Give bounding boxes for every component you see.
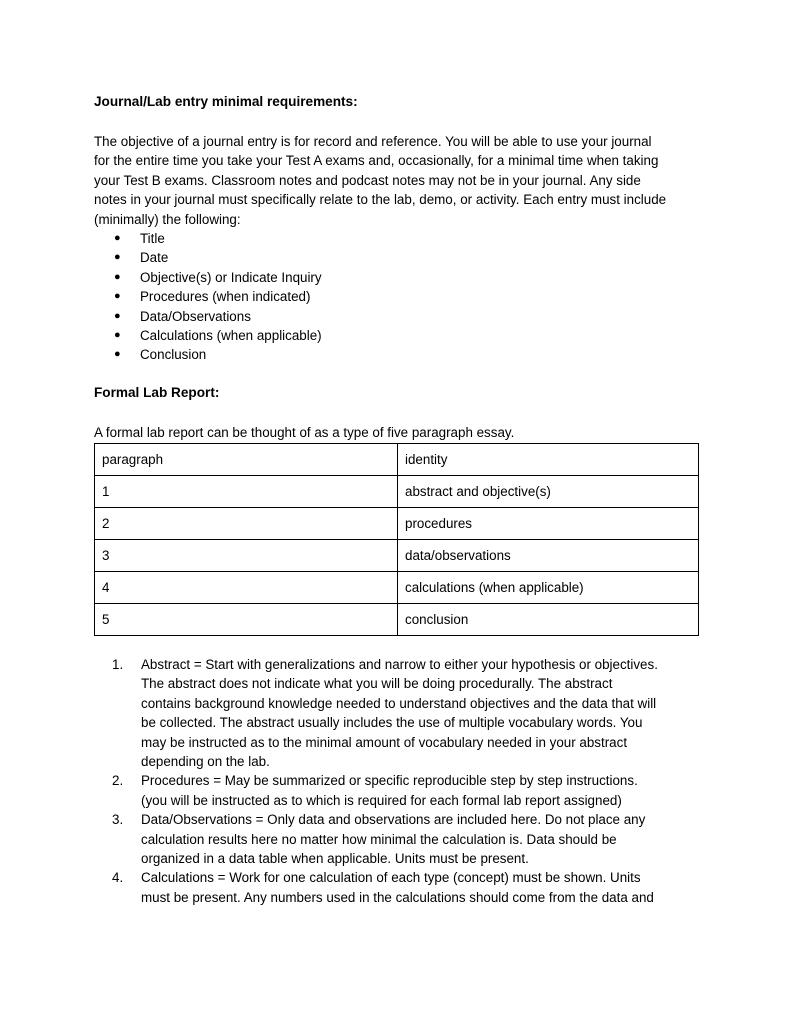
item-line: calculation results here no matter how minimal the calculation is. Data should be	[141, 831, 617, 847]
item-number: 2.	[112, 773, 124, 789]
item-line: The abstract does not indicate what you will be doing procedurally. The abstract	[141, 676, 613, 692]
table-header-cell: identity	[398, 444, 699, 476]
table-row	[95, 604, 699, 636]
numbered-item-abstract	[112, 655, 712, 771]
list-item	[114, 345, 322, 364]
item-number: 1.	[112, 657, 124, 672]
table-cell: procedures	[398, 508, 699, 540]
bullet-icon: ●	[114, 251, 121, 264]
list-item	[114, 326, 322, 345]
table-cell: 2	[95, 508, 398, 540]
item-line: Calculations = Work for one calculation of each type (concept) must be shown. Units	[141, 870, 641, 886]
list-item-text: Objective(s) or Indicate Inquiry	[140, 269, 322, 285]
item-line: contains background knowledge needed to understand objectives and the data that will	[141, 695, 657, 711]
table-cell: conclusion	[398, 604, 699, 636]
numbered-list	[112, 655, 712, 907]
table-cell: 1	[95, 476, 398, 508]
list-item-text: Conclusion	[140, 347, 207, 363]
intro-text: A formal lab report can be thought of as a type of five paragraph essay.	[94, 425, 515, 440]
table-cell: 4	[95, 572, 398, 604]
paragraph-line: (minimally) the following:	[94, 211, 241, 227]
table-cell: 3	[95, 540, 398, 572]
list-item-text: Procedures (when indicated)	[140, 289, 311, 305]
list-item	[114, 229, 322, 248]
journal-heading: Journal/Lab entry minimal requirements:	[94, 94, 358, 109]
numbered-item-procedures	[112, 771, 712, 810]
item-line: be collected. The abstract usually includes the use of multiple vocabulary words. You	[141, 715, 643, 731]
table-row	[95, 540, 699, 572]
table-header-row	[95, 444, 699, 476]
list-item	[114, 287, 322, 306]
list-item	[114, 268, 322, 287]
table-cell: 5	[95, 604, 398, 636]
table-header-cell: paragraph	[95, 444, 398, 476]
item-number: 3.	[112, 812, 124, 828]
item-line: organized in a data table when applicable. Units must be present.	[141, 851, 529, 867]
bullet-icon: ●	[114, 232, 121, 244]
list-item-text: Date	[140, 250, 169, 266]
table-row	[95, 572, 699, 604]
paragraph-line: your Test B exams. Classroom notes and podcast notes may not be in your journal. Any side	[94, 172, 641, 188]
item-line: Procedures = May be summarized or specific reproducible step by step instructions.	[141, 773, 638, 789]
numbered-item-data-observations	[112, 810, 712, 868]
numbered-item-calculations	[112, 868, 712, 907]
paragraph-line: for the entire time you take your Test A exams and, occasionally, for a minimal time when taking	[94, 153, 659, 169]
bullet-icon: ●	[114, 290, 121, 303]
item-line: depending on the lab.	[141, 754, 270, 770]
item-line: Data/Observations = Only data and observations are included here. Do not place any	[141, 812, 646, 828]
item-line: Abstract = Start with generalizations and narrow to either your hypothesis or objectives.	[141, 657, 658, 672]
item-line: (you will be instructed as to which is required for each formal lab report assigned)	[141, 792, 622, 808]
bullet-icon: ●	[114, 309, 121, 322]
paragraph-table	[94, 443, 699, 636]
list-item-text: Data/Observations	[140, 308, 251, 324]
table-row	[95, 476, 699, 508]
paragraph-line: The objective of a journal entry is for record and reference. You will be able to use your journal	[94, 134, 652, 149]
table-cell: calculations (when applicable)	[398, 572, 699, 604]
table-row	[95, 508, 699, 540]
list-item	[114, 307, 322, 326]
table-cell: data/observations	[398, 540, 699, 572]
bullet-icon: ●	[114, 348, 121, 361]
item-number: 4.	[112, 870, 124, 886]
list-item-text: Calculations (when applicable)	[140, 327, 322, 343]
requirements-list	[114, 229, 322, 365]
list-item-text: Title	[140, 231, 165, 246]
formal-heading: Formal Lab Report:	[94, 385, 220, 400]
formal-intro	[94, 423, 734, 442]
bullet-icon: ●	[114, 270, 121, 283]
list-item	[114, 248, 322, 267]
bullet-icon: ●	[114, 328, 121, 341]
journal-paragraph	[94, 132, 734, 229]
paragraph-line: notes in your journal must specifically relate to the lab, demo, or activity. Each entry must include	[94, 192, 667, 208]
item-line: must be present. Any numbers used in the calculations should come from the data and	[141, 889, 654, 905]
item-line: may be instructed as to the minimal amount of vocabulary needed in your abstract	[141, 734, 628, 750]
table-cell: abstract and objective(s)	[398, 476, 699, 508]
